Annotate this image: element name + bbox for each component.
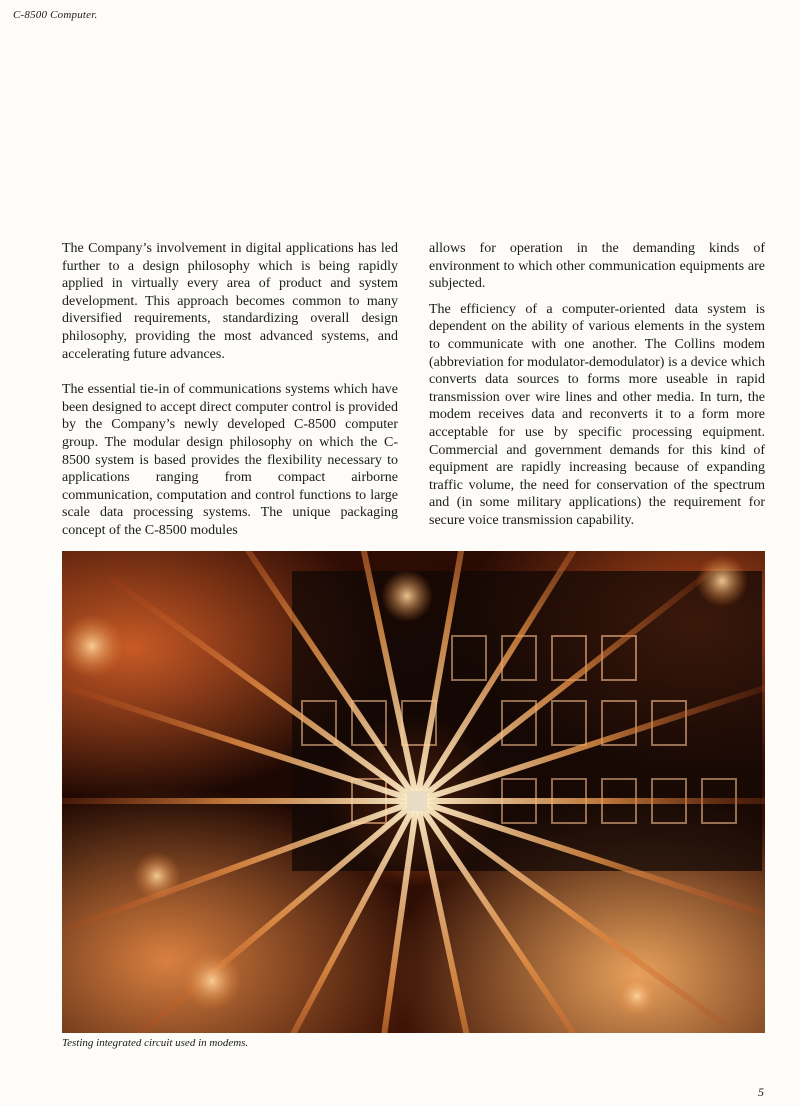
paragraph: The Company’s involvement in digital applications has led further to a design philosophy which is being rapidly applied in virtually every area of product and system development. This approach becomes common to many diversified requirements, standardizing overall design philosophy, providing the most advanced systems, and accelerating future advances. (62, 241, 398, 362)
paragraph: The efficiency of a computer-oriented data system is dependent on the ability of various elements in the system to communicate with one another. The Collins modem (abbreviation for modulator-demodulator) is a device which converts data sources to forms more useable in rapid transmission over wire lines and other media. In turn, the modem receives data and reconverts it to a form more acceptable for use by specific processing equipment. Commercial and government demands for this kind of equipment are rapidly increasing because of expanding traffic volume, the need for conservation of the spectrum and (in some military applications) the requirement for secure voice transmission capability. (429, 301, 765, 528)
photo-caption: Testing integrated circuit used in modems. (62, 1037, 249, 1049)
photo-illustration (62, 551, 765, 1033)
paragraph: allows for operation in the demanding kinds of environment to which other communication equipments are subjected. (429, 241, 765, 292)
running-head: C-8500 Computer. (13, 9, 98, 21)
right-text-column (429, 240, 765, 530)
integrated-circuit-photo (62, 551, 765, 1033)
left-text-column (62, 240, 398, 540)
page-number: 5 (758, 1085, 764, 1099)
paragraph: The essential tie-in of communications systems which have been designed to accept direct computer control is provided by the Company’s newly developed C-8500 computer group. The modular design philosophy on which the C-8500 system is based provides the flexibility necessary to applications ranging from compact airborne communication, computation and control functions to large scale data processing systems. The unique packaging concept of the C-8500 modules (62, 382, 398, 538)
